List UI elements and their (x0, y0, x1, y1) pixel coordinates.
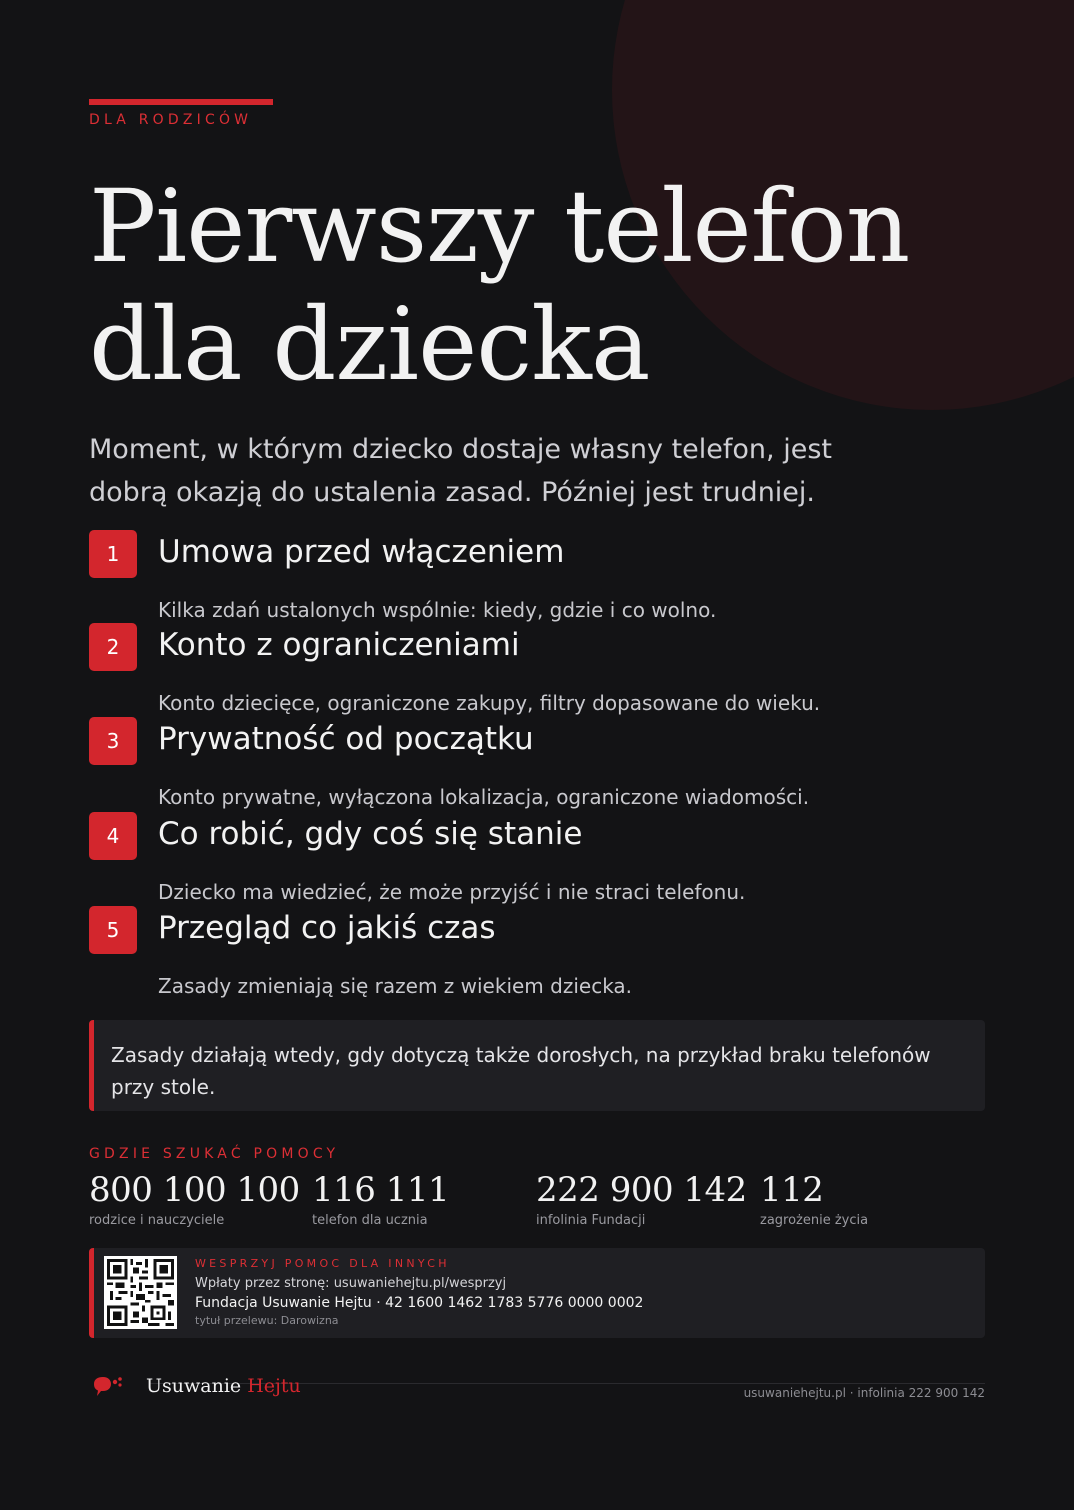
brand-word: Usuwanie (146, 1375, 242, 1397)
helpline-number: 222 900 142 (536, 1170, 747, 1210)
donation-text (195, 1257, 643, 1329)
step-item (89, 623, 989, 718)
step-item (89, 530, 989, 625)
donation-label: WESPRZYJ POMOC DLA INNYCH (195, 1257, 450, 1270)
step-title: Przegląd co jakiś czas (158, 910, 496, 946)
step-number-badge: 1 (89, 530, 137, 578)
page-title-line-1: Pierwszy telefon (89, 168, 910, 285)
helpline-caption: infolinia Fundacji (536, 1213, 646, 1228)
helpline (760, 1168, 868, 1230)
speech-bubble-logo-icon (90, 1374, 130, 1408)
eyebrow-label: DLA RODZICÓW (89, 112, 253, 128)
step-description: Konto dziecięce, ograniczone zakupy, filtry dopasowane do wieku. (158, 691, 821, 715)
donation-box (89, 1248, 985, 1338)
eyebrow-accent-bar (89, 99, 273, 105)
step-description: Konto prywatne, wyłączona lokalizacja, ograniczone wiadomości. (158, 785, 810, 809)
step-title: Prywatność od początku (158, 721, 534, 757)
callout-note: Zasady działają wtedy, gdy dotyczą także dorosłych, na przykład braku telefonów przy stole. (89, 1020, 985, 1111)
bank-account-line: Fundacja Usuwanie Hejtu · 42 1600 1462 1783 5776 0000 0002 (195, 1295, 644, 1311)
step-title: Co robić, gdy coś się stanie (158, 816, 583, 852)
step-number-badge: 3 (89, 717, 137, 765)
step-item (89, 906, 989, 1001)
lead-paragraph: Moment, w którym dziecko dostaje własny telefon, jest dobrą okazją do ustalenia zasad. Później jest trudniej. (89, 434, 832, 508)
helpline-caption: zagrożenie życia (760, 1213, 869, 1228)
step-number-badge: 5 (89, 906, 137, 954)
helpline-caption: telefon dla ucznia (312, 1213, 428, 1228)
donation-url-line: Wpłaty przez stronę: usuwaniehejtu.pl/wesprzyj (195, 1276, 507, 1291)
page-title-line-2: dla dziecka (89, 286, 650, 403)
page-title (89, 168, 909, 404)
step-number-badge: 4 (89, 812, 137, 860)
helpline-number: 800 100 100 (89, 1170, 300, 1210)
helpline-caption: rodzice i nauczyciele (89, 1213, 225, 1228)
helpline (536, 1168, 747, 1230)
step-title: Konto z ograniczeniami (158, 627, 520, 663)
transfer-title-line: tytuł przelewu: Darowizna (195, 1314, 339, 1327)
step-number-badge: 2 (89, 623, 137, 671)
step-title: Umowa przed włączeniem (158, 534, 565, 570)
help-section-label: GDZIE SZUKAĆ POMOCY (89, 1146, 340, 1162)
step-item (89, 812, 989, 907)
helpline (312, 1168, 449, 1230)
footer-contact-info: usuwaniehejtu.pl · infolinia 222 900 142 (743, 1386, 985, 1400)
helpline-number: 116 111 (312, 1170, 450, 1210)
step-description: Kilka zdań ustalonych wspólnie: kiedy, gdzie i co wolno. (158, 598, 717, 622)
helpline (89, 1168, 300, 1230)
qr-code-icon[interactable] (104, 1256, 177, 1329)
step-description: Zasady zmieniają się razem z wiekiem dziecka. (158, 974, 633, 998)
helpline-number: 112 (760, 1170, 824, 1210)
step-description: Dziecko ma wiedzieć, że może przyjść i nie straci telefonu. (158, 880, 746, 904)
brand-word-accent: Hejtu (247, 1375, 301, 1397)
brand-logo-text (146, 1373, 301, 1399)
step-item (89, 717, 989, 812)
